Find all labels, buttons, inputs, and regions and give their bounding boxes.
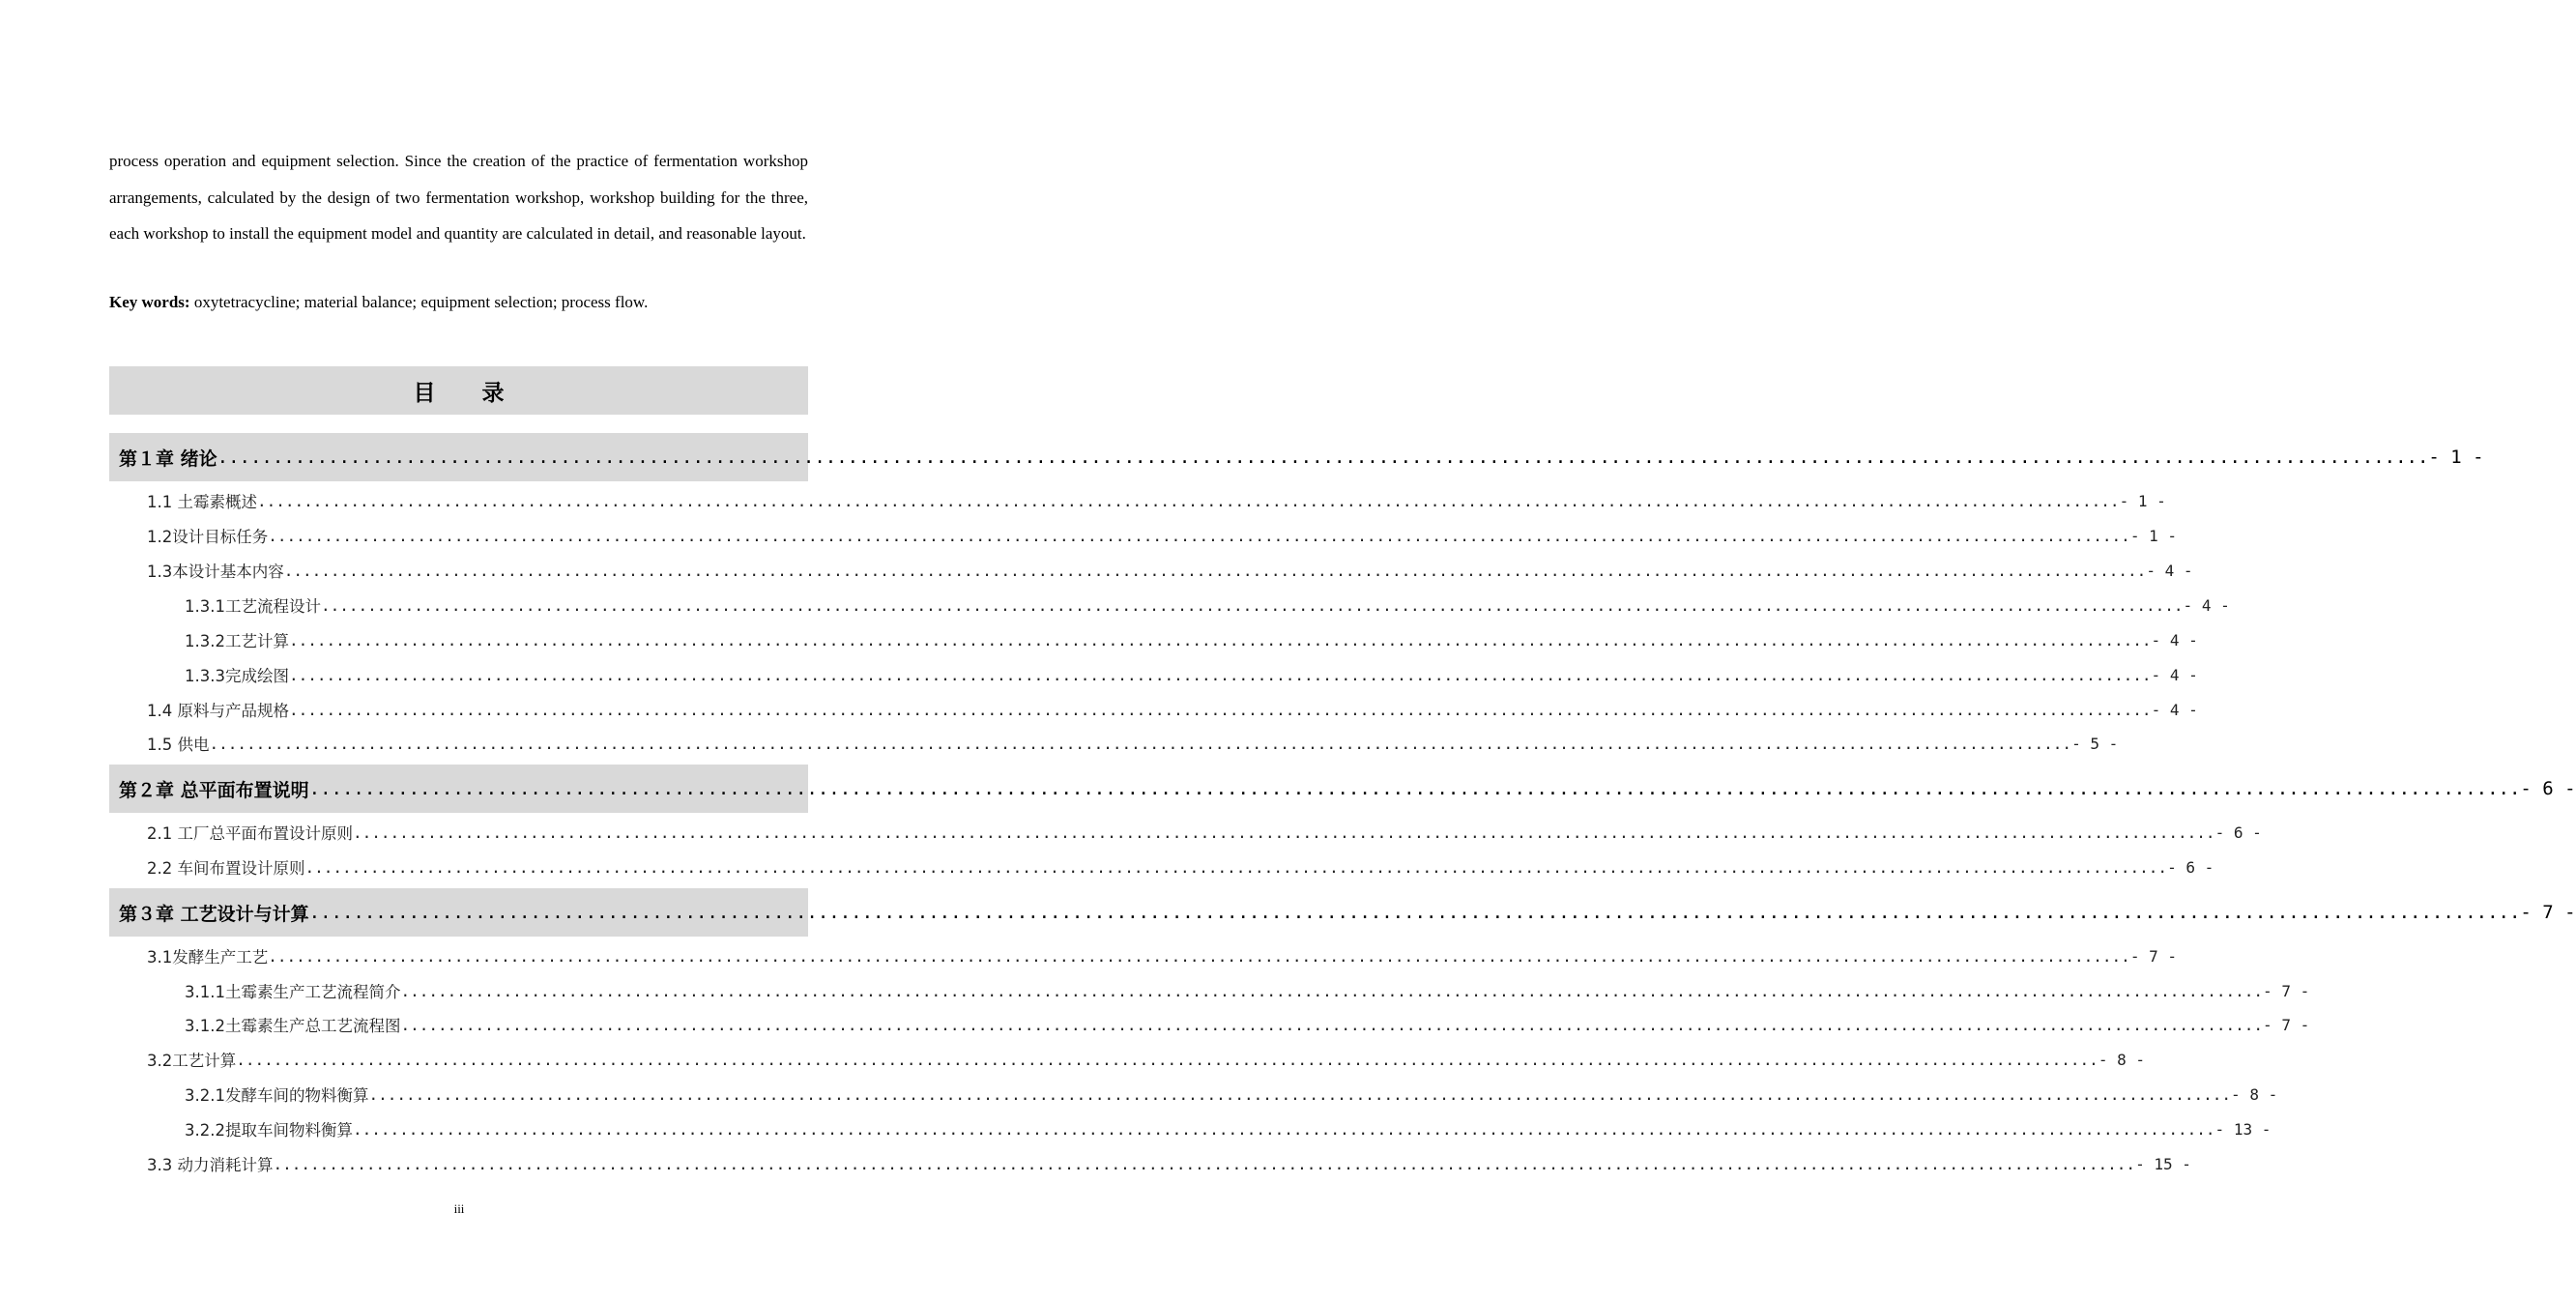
toc-page-number: - 7 - xyxy=(2263,1015,2310,1034)
toc-entry-label: 第１章 绪论 xyxy=(119,447,217,470)
page-number: iii xyxy=(453,1201,465,1216)
toc-chapter-3[interactable] xyxy=(109,888,2576,937)
toc-leader-dots: ........................................................................................................................................................................................................ xyxy=(289,700,2152,719)
toc-page-number: - 4 - xyxy=(2151,665,2198,684)
toc-section-1-5[interactable] xyxy=(147,730,2119,757)
toc-leader-dots: ........................................................................................................................................................................................................ xyxy=(257,491,2120,510)
toc-section-3-1[interactable] xyxy=(147,942,2177,969)
toc-section-1-3-1[interactable] xyxy=(185,592,2230,619)
toc-leader-dots: ........................................................................................................................................................................................................ xyxy=(268,946,2130,966)
toc-entry-label: 2.2 车间布置设计原则 xyxy=(147,859,305,878)
toc-section-3-2-1[interactable] xyxy=(185,1081,2278,1108)
toc-leader-dots: ........................................................................................................................................................................................................ xyxy=(236,1050,2098,1069)
toc-leader-dots: ........................................................................................................................................................................................................ xyxy=(268,526,2130,545)
toc-page-number: - 1 - xyxy=(2129,526,2177,545)
toc-page-number: - 6 - xyxy=(2520,778,2576,799)
toc-leader-dots: ........................................................................................................................................................................................................ xyxy=(283,561,2147,580)
toc-section-1-4[interactable] xyxy=(147,696,2198,723)
toc-section-3-3[interactable] xyxy=(147,1150,2191,1177)
toc-page-number: - 6 - xyxy=(2167,857,2214,877)
toc-entry-label: 3.1发酵生产工艺 xyxy=(147,948,269,967)
toc-page-number: - 5 - xyxy=(2071,734,2119,753)
toc-entry-label: 1.3.3完成绘图 xyxy=(185,667,289,685)
toc-entry-label: 3.2.1发酵车间的物料衡算 xyxy=(185,1086,369,1105)
toc-leader-dots: ........................................................................................................................................................................................................ xyxy=(400,981,2264,1000)
toc-entry-label: 1.4 原料与产品规格 xyxy=(147,702,289,720)
toc-leader-dots: ........................................................................................................................................................................................................ xyxy=(217,447,2429,468)
toc-leader-dots: ........................................................................................................................................................................................................ xyxy=(352,1119,2215,1139)
toc-leader-dots: ........................................................................................................................................................................................................ xyxy=(353,823,2215,842)
toc-leader-dots: ........................................................................................................................................................................................................ xyxy=(273,1154,2136,1173)
toc-title: 目 录 xyxy=(109,366,808,415)
toc-entry-label: 第２章 总平面布置说明 xyxy=(119,779,309,801)
toc-page-number: - 1 - xyxy=(2119,491,2166,510)
toc-leader-dots: ........................................................................................................................................................................................................ xyxy=(288,630,2152,650)
toc-page-number: - 7 - xyxy=(2263,981,2310,1000)
toc-page-number: - 4 - xyxy=(2183,595,2230,615)
toc-entry-label: 1.5 供电 xyxy=(147,736,210,754)
toc-section-2-2[interactable] xyxy=(147,853,2214,880)
keywords-label: Key words: xyxy=(109,293,190,311)
toc-entry-label: 3.1.1土霉素生产工艺流程简介 xyxy=(185,983,401,1001)
toc-leader-dots: ........................................................................................................................................................................................................ xyxy=(400,1015,2264,1034)
toc-chapter-1[interactable] xyxy=(109,433,2484,481)
toc-leader-dots: ........................................................................................................................................................................................................ xyxy=(308,902,2521,923)
toc-page-number: - 4 - xyxy=(2146,561,2193,580)
toc-leader-dots: ........................................................................................................................................................................................................ xyxy=(368,1084,2232,1104)
toc-section-3-1-1[interactable] xyxy=(185,977,2310,1004)
toc-page-number: - 6 - xyxy=(2214,823,2262,842)
toc-section-3-1-2[interactable] xyxy=(185,1011,2310,1038)
toc-leader-dots: ........................................................................................................................................................................................................ xyxy=(304,857,2168,877)
toc-section-1-3[interactable] xyxy=(147,557,2193,584)
abstract-paragraph: process operation and equipment selection. Since the creation of the practice of fermentation workshop arrangements, calculated by the design of two fermentation workshop, workshop building for the three, each workshop to install the equipment model and quantity are calculated in detail, and reasonable layout. xyxy=(109,152,808,243)
toc-leader-dots: ........................................................................................................................................................................................................ xyxy=(209,734,2072,753)
toc-page-number: - 7 - xyxy=(2129,946,2177,966)
toc-section-3-2-2[interactable] xyxy=(185,1115,2272,1142)
keywords-text: oxytetracycline; material balance; equipment selection; process flow. xyxy=(189,293,649,311)
toc-section-1-2[interactable] xyxy=(147,522,2177,549)
toc-entry-label: 第３章 工艺设计与计算 xyxy=(119,903,309,925)
toc-page-number: - 15 - xyxy=(2135,1154,2191,1173)
toc-leader-dots: ........................................................................................................................................................................................................ xyxy=(308,778,2521,799)
toc-page-number: - 8 - xyxy=(2231,1084,2278,1104)
toc-entry-label: 3.2.2提取车间物料衡算 xyxy=(185,1121,353,1140)
toc-entry-label: 1.3本设计基本内容 xyxy=(147,563,284,581)
toc-leader-dots: ........................................................................................................................................................................................................ xyxy=(320,595,2184,615)
keywords-line xyxy=(109,290,808,315)
toc-entry-label: 3.2工艺计算 xyxy=(147,1052,237,1070)
toc-section-3-2[interactable] xyxy=(147,1046,2145,1073)
toc-section-1-3-2[interactable] xyxy=(185,626,2198,653)
toc-entry-label: 1.3.1工艺流程设计 xyxy=(185,597,321,616)
toc-page-number: - 8 - xyxy=(2098,1050,2145,1069)
toc-entry-label: 1.3.2工艺计算 xyxy=(185,632,289,650)
toc-entry-label: 2.1 工厂总平面布置设计原则 xyxy=(147,824,353,843)
toc-section-1-1[interactable] xyxy=(147,487,2166,514)
toc-entry-label: 3.1.2土霉素生产总工艺流程图 xyxy=(185,1017,401,1035)
toc-page-number: - 7 - xyxy=(2520,902,2576,923)
toc-page-number: - 1 - xyxy=(2428,447,2484,468)
toc-page-number: - 4 - xyxy=(2151,700,2198,719)
toc-entry-label: 1.1 土霉素概述 xyxy=(147,493,257,511)
toc-page-number: - 4 - xyxy=(2151,630,2198,650)
toc-page-number: - 13 - xyxy=(2214,1119,2272,1139)
toc-section-1-3-3[interactable] xyxy=(185,661,2198,688)
toc-leader-dots: ........................................................................................................................................................................................................ xyxy=(288,665,2152,684)
toc-entry-label: 3.3 动力消耗计算 xyxy=(147,1156,274,1174)
toc-entry-label: 1.2设计目标任务 xyxy=(147,528,269,546)
toc-chapter-2[interactable] xyxy=(109,765,2576,813)
toc-section-2-1[interactable] xyxy=(147,819,2262,846)
